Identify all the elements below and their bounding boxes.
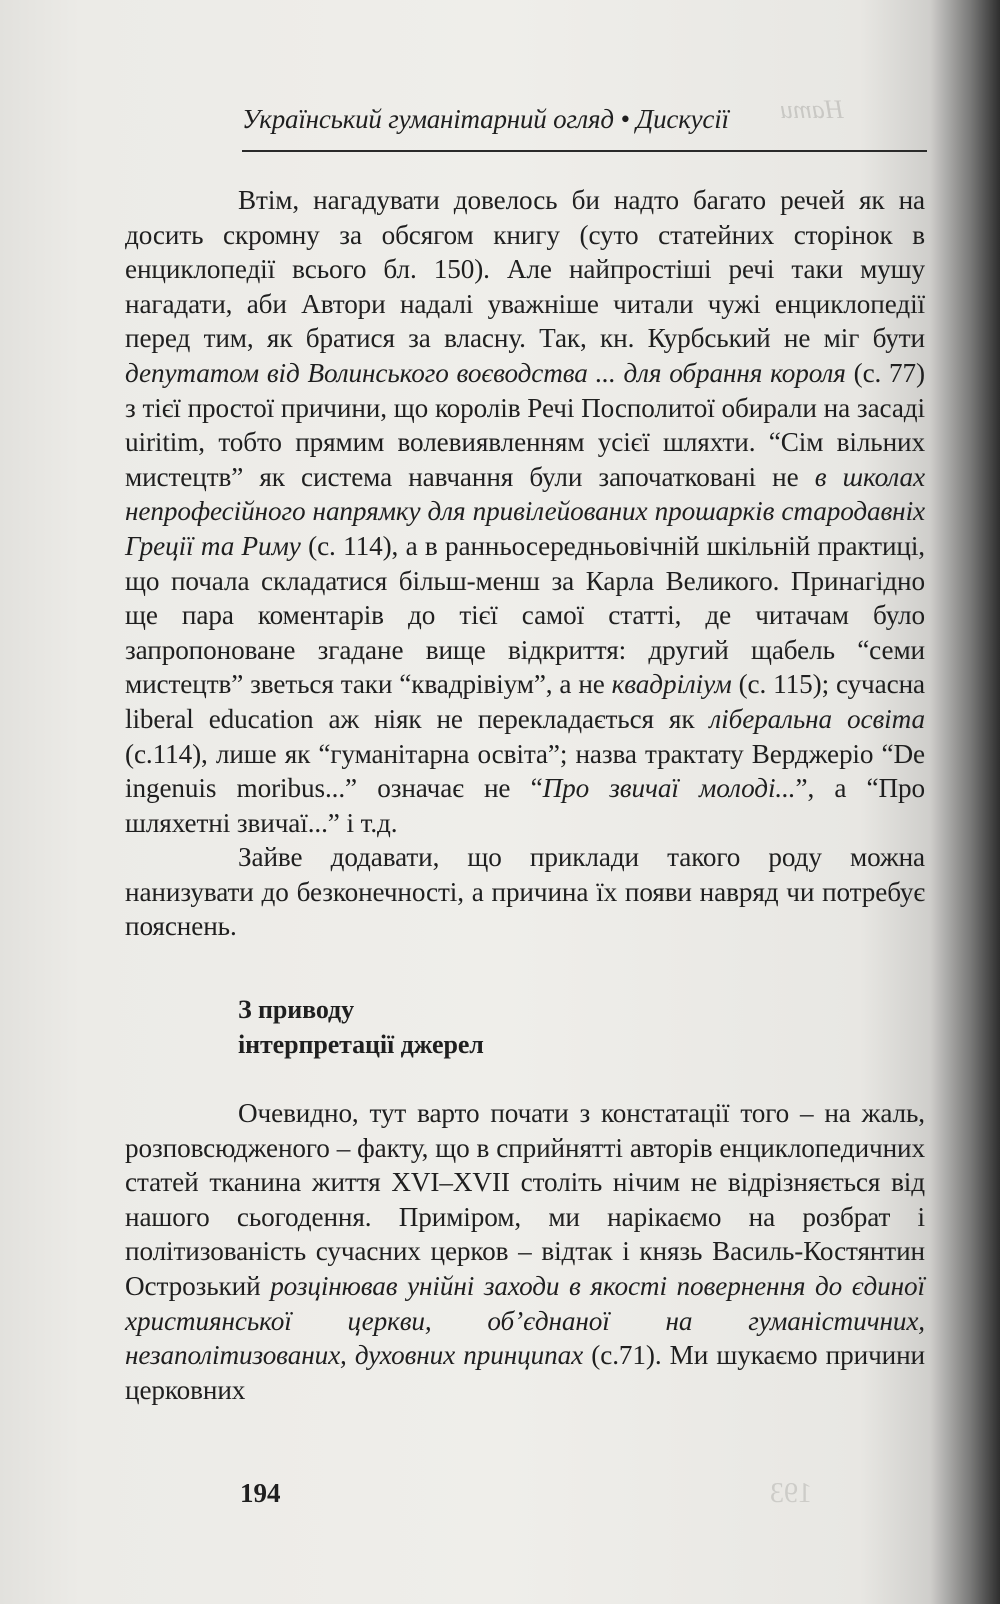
- section-heading-line-2: інтерпретації джерел: [238, 1030, 484, 1060]
- body-text: [125, 183, 925, 1407]
- paragraph-p2: [125, 840, 925, 944]
- italic-text: Про звичаї молоді...: [542, 773, 796, 804]
- text-run: ”, а “Про шляхетні звичаї...” і т.д.: [125, 773, 926, 838]
- italic-text: квадріліум: [611, 669, 732, 700]
- text-run: Зайве додавати, що приклади такого роду можна нанизувати до безконечності, а причина їх появи навряд чи потребує пояснень.: [125, 842, 925, 942]
- text-run: (с. 115); сучасна liberal education аж ніяк не перекладається як: [125, 669, 925, 734]
- page-number: 194: [240, 1478, 281, 1508]
- running-head: Український гуманітарний огляд • Дискусії: [242, 104, 729, 134]
- text-run: (с.114), лише як “гуманітарна освіта”; назва трактату Верджеріо “De ingenuis moribus...” означає не “: [125, 738, 925, 804]
- italic-text: депутатом від Волинського воєводства ... для обрання короля: [125, 357, 846, 388]
- paragraph-p3: [125, 1096, 925, 1407]
- show-through-page-number: 193: [770, 1478, 812, 1509]
- italic-text: в школах непрофесійного напрямку для привілейованих прошарків стародавніх Греції та Риму: [125, 461, 925, 561]
- text-run: (с.71). Ми шукаємо причини церковних: [125, 1340, 925, 1405]
- header-rule: [242, 150, 927, 152]
- text-run: (с. 114), а в ранньосередньовічній шкільній практиці, що почала складатися більш-менш за Карла Великого. Принагідно ще пара коментарів до тієї самої статті, де читачам було запропоноване згадане вище відкриття: другий щабель “семи мистецтв” зветься таки “квадрівіум”, а не: [125, 530, 925, 700]
- text-run: Втім, нагадувати довелось би надто багато речей як на досить скромну за обсягом книгу (суто статейних сторінок в енциклопедії всього бл. 150). Але найпростіші речі таки мушу нагадати, аби Автори надалі уважніше читали чужі енциклопедії перед тим, як братися за власну. Так, кн. Курбський не міг бути: [125, 185, 925, 354]
- italic-text: ліберальна освіта: [709, 703, 925, 734]
- section-heading: [238, 992, 925, 1062]
- body-paragraphs-after-heading: [125, 1096, 925, 1407]
- text-run: (с. 77) з тієї простої причини, що королів Речі Посполитої обирали на засаді uiritim, тобто прямим волевиявленням усієї шляхти. “Сім вільних мистецтв” як система навчання були започатковані не: [125, 357, 925, 492]
- italic-text: розцінював унійні заходи в якості повернення до єдиної християнської церкви, об’єднаної на гуманістичних, незаполітизованих, духовних принципах: [125, 1271, 925, 1371]
- text-run: Очевидно, тут варто почати з констатації того – на жаль, розповсюдженого – факту, що в сприйнятті авторів енциклопедичних статей тканина життя XVI–XVII століть нічим не відрізняється від нашого сьогодення. Приміром, ми нарікаємо на розбрат і політизованість сучасних церков – відтак і князь Василь-Костянтин Острозький: [125, 1098, 925, 1302]
- body-paragraphs-before-heading: [125, 183, 925, 944]
- section-heading-line-1: З приводу: [238, 995, 355, 1025]
- show-through-running-head: Нати: [780, 95, 844, 124]
- paragraph-p1: [125, 183, 925, 840]
